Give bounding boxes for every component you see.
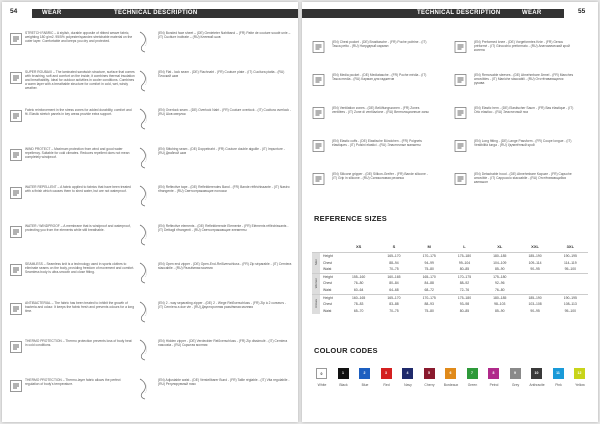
- stretch-fabric-icon-glyph: [10, 33, 22, 45]
- size-cell: [517, 287, 552, 294]
- size-row-label: Chest: [323, 302, 332, 307]
- hidden-zipper-sketch-drawing: [137, 339, 150, 361]
- feature-item-text: (EN) Reflective elements - (DE) Reflektierende Elemente - (FR) Eléments réfléchissants - (IT) Dettagli rifrangenti - (RU) Светоотражающие элементы: [158, 223, 289, 232]
- feature-description: SEAMLESS – Seamless knit is a technology used in sports clothes to eliminate seams on the body, providing freedom of movement and comfort. Seamless body is ultra-smooth and close fitting.: [25, 262, 135, 275]
- feature-description: Fabric reinforcement in the stress zones for added durability, comfort and fit. Elastic stretch panels in key areas provide extra support.: [25, 108, 132, 117]
- size-cell: 175–180: [447, 253, 482, 260]
- colour-name: Blue: [361, 383, 369, 387]
- colour-name: Red: [383, 383, 390, 387]
- media-pocket-icon: [312, 73, 325, 85]
- super-roubaix-sketch-drawing: [137, 70, 150, 92]
- size-row: [312, 266, 588, 273]
- size-header: S: [392, 243, 396, 249]
- detachable-icon: [454, 172, 467, 184]
- feature-row: [10, 377, 294, 413]
- water-repellent-icon-glyph: [10, 187, 22, 199]
- size-cell: [341, 260, 376, 267]
- feature-item-text: (EN) Reflective tape - (DE) Reflektierendes Band - (FR) Bande réfléchissante - (IT) Nastro rifrangente - (RU) Светоотражающие полоски: [158, 185, 290, 194]
- size-cell: 78–83: [353, 302, 364, 307]
- feature-row: [10, 30, 294, 66]
- size-header: L: [463, 243, 466, 249]
- size-header: M: [427, 243, 431, 249]
- feature-row: [10, 261, 294, 297]
- silicone-gripper-icon-glyph: [312, 173, 325, 185]
- feature-description: WIND PROTECT – Maximum protection from wind and good water repellency. Suitable for cold climates. Reduces repellent does not mean completely windproof.: [25, 146, 130, 159]
- colour-name: White: [317, 383, 327, 387]
- size-cell: 185–190: [517, 253, 552, 260]
- feature-row: [10, 300, 294, 336]
- size-cell: 70–75: [389, 267, 399, 272]
- reference-sizes-table: [312, 240, 588, 314]
- elastic-cuffs-icon: [312, 139, 325, 151]
- product-feature-text: (EN) Media pocket - (DE) Mediatasche - (FR) Poche média - (IT) Tasca media - (RU) Карман для гаджетов: [332, 73, 427, 82]
- product-feature-row: [312, 139, 450, 159]
- feature-item-text: (EN) Open end zipper - (DE) Open-End-Reißverschluss - (FR) Zip séparable - (IT) Cerniera staccabile - (RU) Разъёмная молния: [158, 262, 292, 271]
- size-cell: 95–100: [564, 308, 576, 313]
- water-windproof-icon: [10, 225, 22, 237]
- size-header: 3XL: [566, 243, 575, 249]
- page-number-right: 55: [578, 8, 586, 15]
- size-cell: 80–85: [459, 267, 470, 272]
- colour-swatch: 2: [359, 368, 370, 379]
- size-row-label: Waist: [323, 287, 332, 292]
- size-cell: 160–165: [376, 273, 411, 280]
- colour-swatch: 8: [488, 368, 499, 379]
- size-row: [312, 253, 588, 260]
- size-cell: 72–76: [459, 287, 470, 292]
- size-row: [312, 280, 588, 287]
- feature-row: [10, 69, 294, 105]
- feature-description: WATER / WINDPROOF – A membrane that is windproof and waterproof, protecting you from the elements while still breathable.: [25, 223, 131, 232]
- zipper-sketch-drawing: [137, 262, 150, 284]
- thermo-protection-icon-2: [10, 379, 22, 391]
- thermo-protection-icon: [10, 340, 22, 352]
- size-cell: 170–175: [447, 273, 482, 280]
- size-cell: 165–170: [376, 253, 411, 260]
- removable-sleeves-icon: [454, 73, 467, 85]
- ventilation-icon-glyph: [312, 107, 325, 119]
- water-windproof-icon-glyph: [10, 226, 22, 238]
- size-cell: 95–100: [564, 267, 576, 272]
- thermo-protection-icon-2-glyph: [10, 380, 22, 392]
- size-cell: 175–180: [447, 294, 482, 301]
- feature-row: [10, 184, 294, 220]
- long-fitting-icon: [454, 139, 467, 151]
- super-roubaix-sketch: [137, 70, 150, 92]
- elastic-hem-icon: [454, 106, 467, 118]
- size-cell: 75–80: [424, 308, 434, 313]
- overlock-seam-icon-glyph: [10, 110, 22, 122]
- size-cell: 155–160: [341, 273, 376, 280]
- overlock-sketch: [137, 108, 150, 130]
- size-cell: 90–95: [530, 308, 540, 313]
- reflective-elements-sketch: [137, 224, 150, 246]
- size-cell: 94–99: [424, 260, 434, 265]
- size-cell: 103–108: [528, 302, 542, 307]
- long-fitting-icon-glyph: [454, 140, 467, 152]
- size-cell: 85–90: [495, 267, 505, 272]
- colour-swatch: 12: [574, 368, 585, 379]
- feature-item-text: (EN) 2 - way separating zipper - (DE) 2 - Wege Reißverschluss - (FR) Zip à 2 curseurs - (IT) Cerniera a due vie - (RU) Двусторонняя разъёмная молния: [158, 300, 287, 309]
- size-cell: 65–70: [353, 308, 364, 313]
- feature-description: THERMO PROTECTION – Thermo protection prevents loss of body heat in cold conditions.: [25, 339, 132, 348]
- size-group-label: Women: [312, 273, 320, 294]
- size-cell: 88–93: [424, 302, 434, 307]
- size-cell: [553, 287, 588, 294]
- size-cell: 90–95: [530, 267, 540, 272]
- colour-swatch: 3: [381, 368, 392, 379]
- feature-description: STRETCH FABRIC – A stylish, durable opposite of ribbed weave fabric, weighting 180 g/m2. 95/5% polyester/spandex stretchable material on the outer layer. Comfortable and keeps you dry and protected.: [25, 31, 133, 44]
- feature-item-text: (EN) Flat - lock seam - (DE) Flachnaht - (FR) Couture plate - (IT) Cucitura piatta - (RU) Плоский шов: [158, 69, 285, 78]
- preformed-knee-icon: [454, 40, 467, 52]
- seamless-icon-glyph: [10, 264, 22, 276]
- thermo-protection-icon-glyph: [10, 341, 22, 353]
- size-row-label: Chest: [323, 260, 332, 265]
- colour-name: Yellow: [575, 383, 585, 387]
- colour-name: Black: [339, 383, 348, 387]
- size-row-label: Waist: [323, 308, 332, 313]
- size-cell: [341, 253, 376, 260]
- product-feature-row: [454, 40, 592, 60]
- colour-name: Navy: [404, 383, 412, 387]
- size-cell: 114–119: [563, 260, 577, 265]
- colour-name: Pink: [555, 383, 562, 387]
- header-wear-label: WEAR: [42, 10, 62, 16]
- seamless-icon: [10, 263, 22, 275]
- adjustable-sketch-drawing: [137, 378, 150, 400]
- product-feature-row: [454, 139, 592, 159]
- page-number-left: 54: [10, 8, 18, 15]
- media-pocket-icon-glyph: [312, 74, 325, 86]
- feature-description: ANTIBACTERIAL – The fabric has been treated to inhibit the growth of bacteria and odour. It keeps the fabric fresh and prevents odours for a long time.: [25, 300, 135, 313]
- adjustable-sketch: [137, 378, 150, 400]
- product-feature-text: (EN) Removable sleeves - (DE) Abnehmbare Ärmel - (FR) Manches amovibles - (IT) Maniche staccabili - (RU) Отстёгивающиеся рукава: [474, 73, 574, 86]
- colour-swatch: 5: [424, 368, 435, 379]
- colour-name: Petrol: [489, 383, 499, 387]
- reflective-tape-sketch: [137, 185, 150, 207]
- two-way-zipper-sketch-drawing: [137, 301, 150, 323]
- stitching-sketch-drawing: [137, 147, 150, 169]
- stitching-sketch: [137, 147, 150, 169]
- product-feature-text: (EN) Detachable hood - (DE) Abnehmbare Kapuze - (FR) Capuche amovible - (IT) Cappuccio staccabile - (RU) Отстёгивающийся капюшон: [474, 172, 572, 185]
- size-row: [312, 287, 588, 294]
- product-feature-text: (EN) Long fitting - (DE) Lange Passform - (FR) Coupe longue - (IT) Vestibilità lunga - (RU) Удлинённый крой: [474, 139, 572, 148]
- size-row-label: Chest: [323, 281, 332, 286]
- super-roubaix-icon-glyph: [10, 72, 22, 84]
- two-way-zipper-sketch: [137, 301, 150, 323]
- feature-description: WATER REPELLENT – A fabric applied to fabrics that have been treated with a finish which causes them to shed water, but are not waterproof.: [25, 185, 131, 194]
- size-cell: [517, 273, 552, 280]
- reflective-elements-sketch-drawing: [137, 224, 150, 246]
- size-row: [312, 260, 588, 267]
- feature-item-text: (EN) Bonded face sheet – (DE) Genieteter Nahtband – (FR) Patte de couture soudé unie – (IT) Cuciture inoltrate – (RU) Клеевой шов: [158, 31, 291, 40]
- size-cell: 165–170: [412, 273, 447, 280]
- size-cell: [341, 266, 376, 273]
- stretch-fabric-icon: [10, 32, 22, 44]
- colour-swatch: 6: [445, 368, 456, 379]
- product-feature-row: [312, 73, 450, 93]
- product-feature-row: [312, 40, 450, 60]
- anti-bacterial-icon: [10, 302, 22, 314]
- size-cell: [517, 280, 552, 287]
- size-cell: 190–195: [553, 294, 588, 301]
- colour-swatch: 1: [338, 368, 349, 379]
- feature-item-text: (EN) Adjustable waist - (DE) Verstellbarer Bund - (FR) Taille réglable - (IT) Vita regolabile - (RU) Регулируемый пояс: [158, 377, 290, 386]
- feature-row: [10, 338, 294, 374]
- left-header-bar: [32, 9, 298, 18]
- size-cell: 170–175: [412, 253, 447, 260]
- elastic-cuffs-icon-glyph: [312, 140, 325, 152]
- removable-sleeves-icon-glyph: [454, 74, 467, 86]
- size-cell: [553, 273, 588, 280]
- size-cell: 88–92: [459, 281, 470, 286]
- ventilation-icon: [312, 106, 325, 118]
- product-feature-text: (EN) Ventilation zones - (DE) Belüftungszonen - (FR) Zones ventilées - (IT) Zone di ventilazione - (RU) Вентиляционные зоны: [332, 106, 429, 115]
- size-cell: [553, 280, 588, 287]
- anti-bacterial-icon-glyph: [10, 303, 22, 315]
- size-cell: 60–64: [353, 287, 364, 292]
- size-cell: 108–113: [563, 302, 577, 307]
- size-row: [312, 273, 588, 280]
- preformed-knee-icon-glyph: [454, 41, 467, 53]
- size-header: XL: [497, 243, 503, 249]
- feature-item-text: (EN) Hidden zipper - (DE) Verdeckter Reißverschluss - (FR) Zip dissimulé - (IT) Cerniera nascosta - (RU) Скрытая молния: [158, 339, 288, 348]
- right-page: [302, 2, 598, 422]
- colour-swatch: 7: [467, 368, 478, 379]
- product-feature-row: [454, 172, 592, 192]
- size-cell: 80–85: [459, 308, 470, 313]
- size-cell: 84–88: [424, 281, 434, 286]
- elastic-hem-icon-glyph: [454, 107, 467, 119]
- product-feature-text: (EN) Elastic hem - (DE) Elastischer Saum - (FR) Bas élastique - (IT) Orlo elastico - (RU) Эластичный низ: [474, 106, 574, 115]
- size-header: XS: [355, 243, 362, 249]
- silicone-gripper-icon: [312, 172, 325, 184]
- product-feature-text: (EN) Elastic cuffs - (DE) Elastische Bündchen - (FR) Poignets élastiques - (IT) Polsini elastici - (RU) Эластичные манжеты: [332, 139, 422, 148]
- water-repellent-icon: [10, 186, 22, 198]
- wind-protect-icon-glyph: [10, 149, 22, 161]
- feature-description: SUPER ROUBAIX – The laminated sandwich structure, surface that comes with brushing, soft and comfort on the inside, it combines thermal insulation and breathability. Ideal for outdoor activities in cooler conditions. Combines a warm layer with a breathable structure for comfort in cold, wet, windy weather.: [25, 69, 135, 91]
- size-group-label: Men: [312, 253, 320, 274]
- product-feature-text: (EN) Chest pocket - (DE) Brusttasche - (FR) Poche poitrine - (IT) Tasca petto - (RU) Нагрудный карман: [332, 40, 427, 49]
- right-header-bar: [302, 9, 564, 18]
- product-feature-text: (EN) Silicone gripper - (DE) Silikon-Greifer - (FR) Bande silicone - (IT) Grip in silicone - (RU) Силиконовая резинка: [332, 172, 428, 181]
- super-roubaix-icon: [10, 71, 22, 83]
- size-cell: 185–190: [517, 294, 552, 301]
- size-row-label: Height: [320, 294, 341, 301]
- colour-name: Green: [467, 383, 478, 387]
- size-cell: 190–195: [553, 253, 588, 260]
- colour-swatch: 4: [402, 368, 413, 379]
- reflective-tape-sketch-drawing: [137, 185, 150, 207]
- hidden-zipper-sketch: [137, 339, 150, 361]
- zipper-sketch: [137, 262, 150, 284]
- size-cell: 70–75: [389, 308, 399, 313]
- size-cell: 80–84: [389, 281, 399, 286]
- size-cell: 64–68: [389, 287, 399, 292]
- overlock-seam-icon: [10, 109, 22, 121]
- product-feature-row: [454, 106, 592, 126]
- size-row-label: Height: [320, 253, 341, 260]
- size-cell: 160–165: [341, 294, 376, 301]
- colour-swatch: 9: [510, 368, 521, 379]
- feature-row: [10, 107, 294, 143]
- product-feature-row: [312, 106, 450, 126]
- size-cell: 165–170: [376, 294, 411, 301]
- size-row-label: Waist: [323, 267, 332, 272]
- size-cell: 180–185: [482, 253, 517, 260]
- colour-swatch: 11: [553, 368, 564, 379]
- colour-codes-title: COLOUR CODES: [314, 346, 378, 355]
- wind-protect-icon: [10, 148, 22, 160]
- colour-name: Grey: [511, 383, 520, 387]
- size-cell: 104–109: [493, 260, 507, 265]
- detachable-icon-glyph: [454, 173, 467, 185]
- size-cell: 85–90: [495, 308, 505, 313]
- left-page: [2, 2, 298, 422]
- size-row-label: Height: [320, 273, 341, 280]
- size-cell: 68–72: [424, 287, 434, 292]
- size-cell: 99–104: [458, 260, 471, 265]
- size-cell: 76–80: [495, 287, 505, 292]
- size-cell: 109–114: [528, 260, 542, 265]
- feature-item-text: (EN) Overlock seam - (DE) Overlock Naht - (FR) Couture overlock - (IT) Cucitura overlock - (RU) Шов оверлок: [158, 108, 291, 117]
- product-feature-text: (EN) Preformed knee - (DE) Vorgeformtes Knie - (FR) Genou préformé - (IT) Ginocchio preformato - (RU) Анатомический крой колена: [474, 40, 570, 53]
- size-cell: 88–94: [389, 260, 399, 265]
- size-header: XXL: [531, 243, 539, 249]
- feature-description: THERMO PROTECTION – Thermo-layer fabric allows the perfect regulation of body's temperature.: [25, 377, 121, 386]
- size-cell: 76–80: [353, 281, 364, 286]
- pocket-icon-glyph: [312, 41, 325, 53]
- size-cell: 75–80: [424, 267, 434, 272]
- feature-row: [10, 146, 294, 182]
- colour-codes: [312, 368, 592, 398]
- size-row: [312, 294, 588, 301]
- size-row: [312, 301, 588, 308]
- size-cell: 92–96: [495, 281, 505, 286]
- size-cell: 98–103: [494, 302, 506, 307]
- product-feature-row: [312, 172, 450, 192]
- colour-swatch: 0: [316, 368, 327, 379]
- pocket-icon: [312, 40, 325, 52]
- size-group-label: Unisex: [312, 294, 320, 314]
- colour-name: Anthracite: [529, 383, 545, 387]
- reference-sizes-title: REFERENCE SIZES: [314, 214, 388, 223]
- size-row: [312, 308, 588, 315]
- header-title-right: TECHNICAL DESCRIPTION: [417, 10, 501, 16]
- colour-swatch: 10: [531, 368, 542, 379]
- size-cell: 83–88: [389, 302, 399, 307]
- header-title: TECHNICAL DESCRIPTION: [114, 10, 198, 16]
- colour-name: Bordeaux: [443, 383, 459, 387]
- stretch-fabric-sketch-drawing: [137, 31, 150, 53]
- size-cell: 93–98: [459, 302, 470, 307]
- size-cell: 170–175: [412, 294, 447, 301]
- stretch-fabric-sketch: [137, 31, 150, 53]
- size-cell: 175–180: [482, 273, 517, 280]
- feature-row: [10, 223, 294, 259]
- product-feature-row: [454, 73, 592, 93]
- colour-name: Cherry: [424, 383, 435, 387]
- size-cell: 180–185: [482, 294, 517, 301]
- header-wear-label-right: WEAR: [522, 10, 542, 16]
- overlock-sketch-drawing: [137, 108, 150, 130]
- feature-item-text: (EN) Stitching seam - (DE) Doppelnaht - (FR) Couture double aiguille - (IT) Impunture - (RU) Двойной шов: [158, 146, 285, 155]
